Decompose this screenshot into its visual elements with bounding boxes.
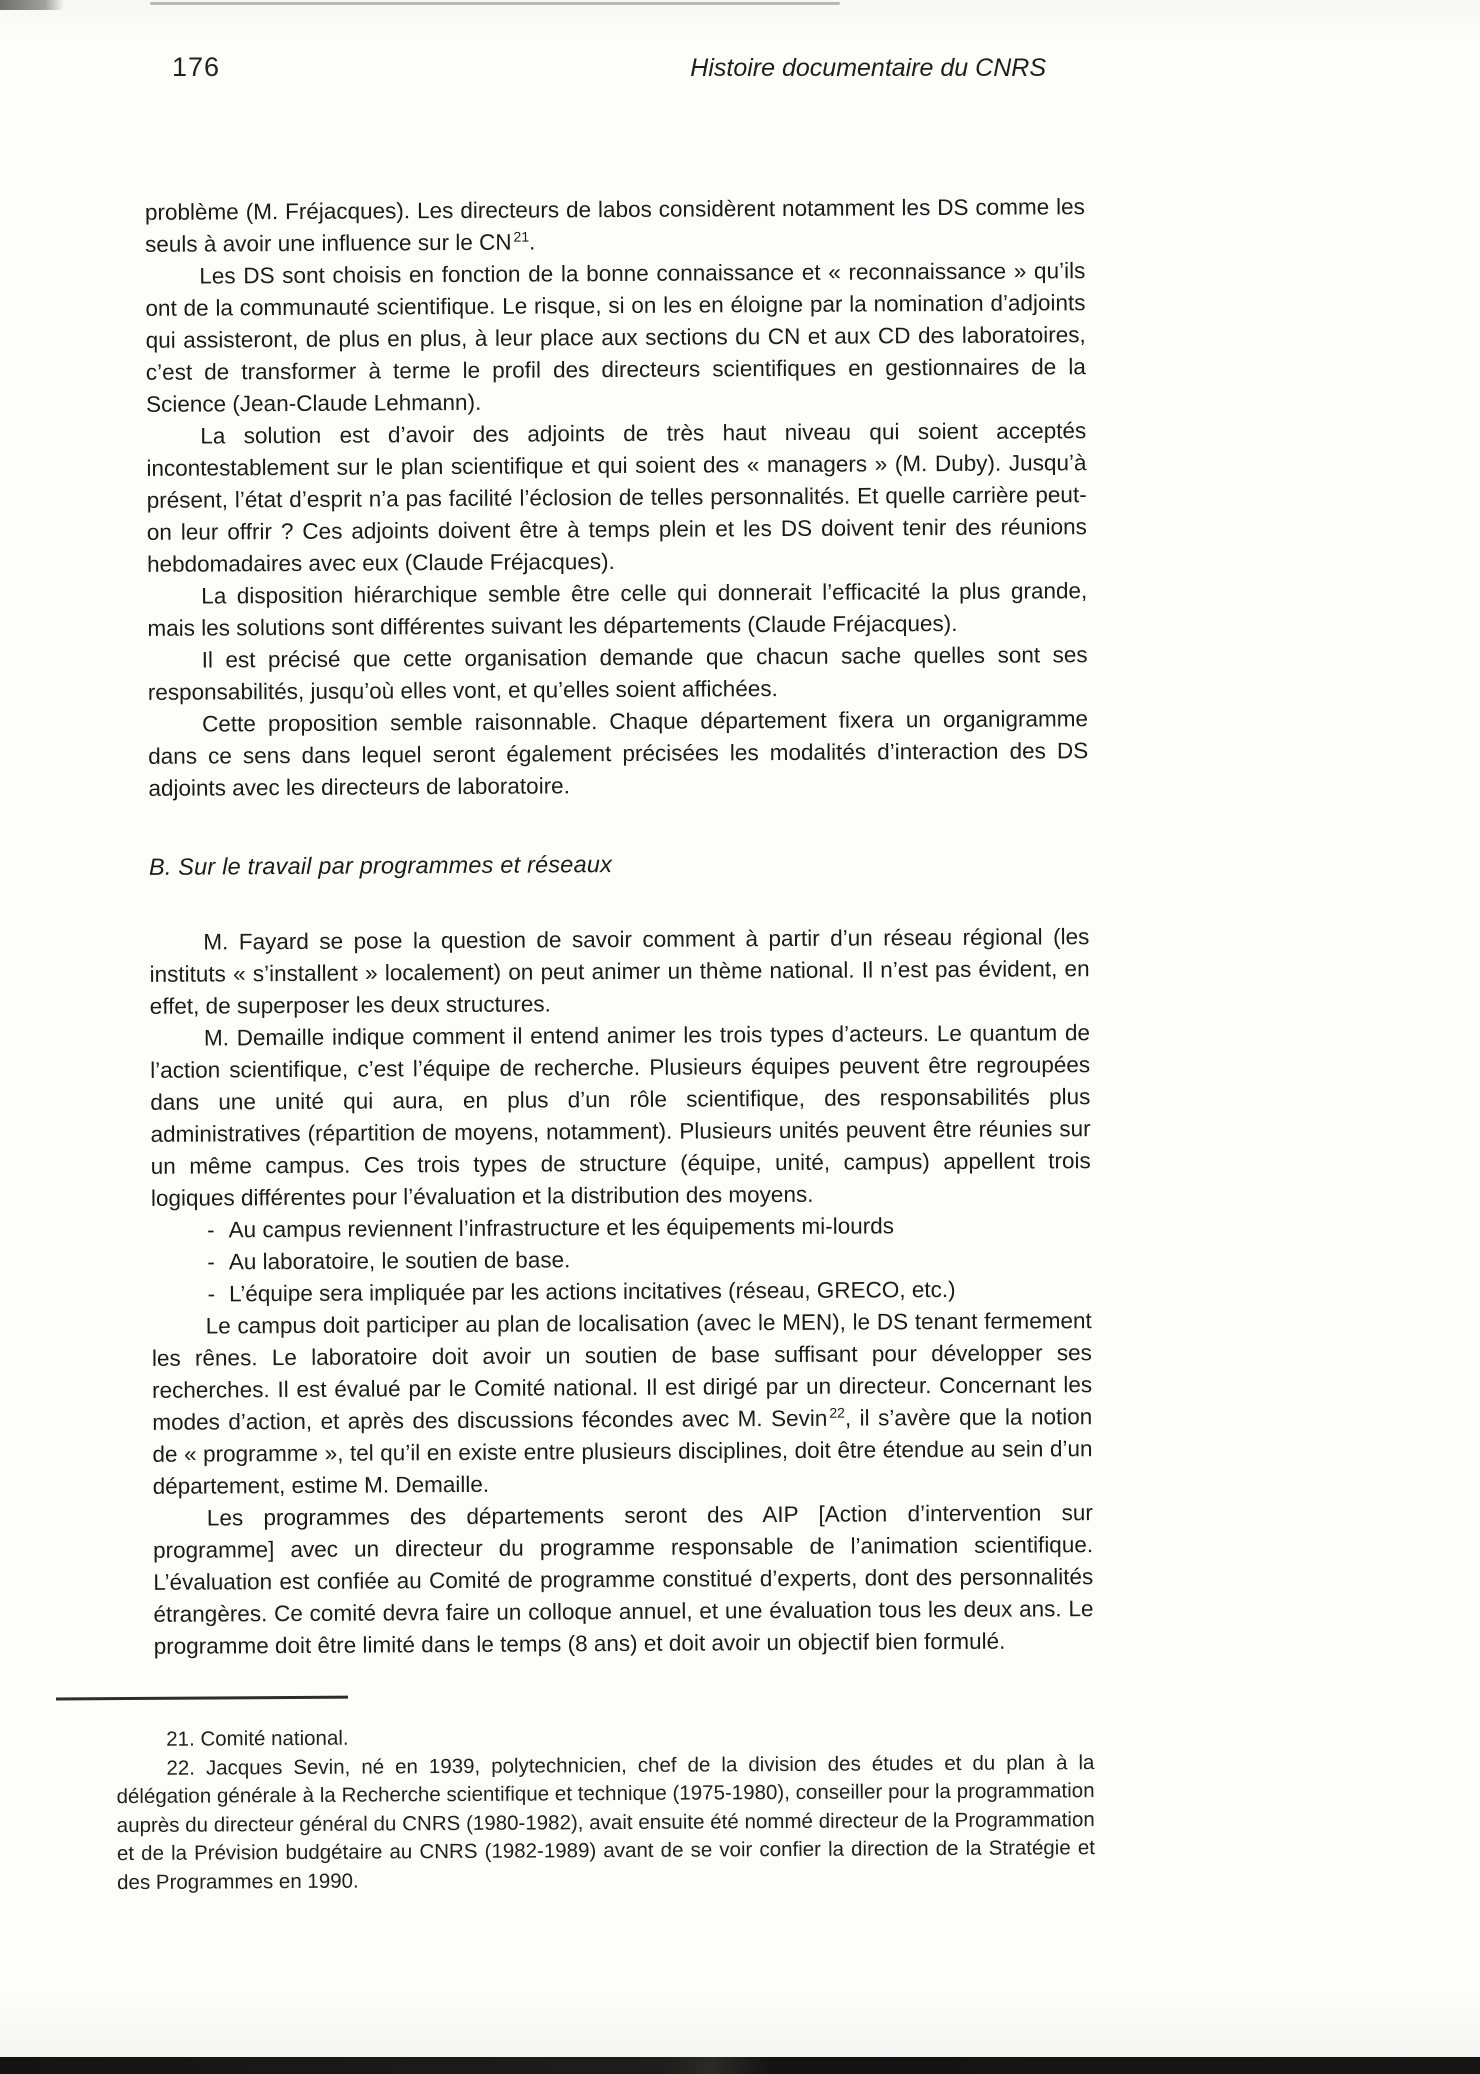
list-item-text: Au laboratoire, le soutien de base.: [228, 1247, 571, 1275]
footnote-22: [116, 1749, 1095, 1897]
body-paragraph: La disposition hiérarchique semble être celle qui donnerait l’efficacité la plus grande, mais les solutions sont différentes suivant les départements (Claude Fréjacques).: [147, 578, 1088, 641]
scan-edge-line: [150, 2, 840, 5]
body-paragraph: [152, 1305, 1093, 1503]
list-dash: -: [207, 1281, 216, 1307]
list-item-text: L’équipe sera impliquée par les actions incitatives (réseau, GRECO, etc.): [228, 1276, 956, 1307]
body-paragraph: Cette proposition semble raisonnable. Chaque département fixera un organigramme dans ce sens dans lequel seront également précisées les modalités d’interaction des DS adjoints avec les directeurs de laboratoire.: [148, 706, 1089, 801]
footnote-ref-22: 22: [829, 1404, 845, 1421]
list-item-text: Au campus reviennent l’infrastructure et les équipements mi-lourds: [228, 1213, 895, 1243]
scan-bottom-edge: [0, 2057, 1480, 2074]
footnote-text: Jacques Sevin, né en 1939, polytechnicien, chef de la division des études et du plan à la délégation générale à la Recherche scientifique et technique (1975-1980), conseiller pour la programmation auprès du directeur général du CNRS (1980-1982), avait ensuite été nommé directeur de la Programmation et de la Prévision budgétaire au CNRS (1982-1989) avant de se voir confier la direction de la Stratégie et des Programmes en 1990.: [116, 1750, 1095, 1894]
scan-corner-smudge: [0, 0, 64, 10]
footnote-separator: [56, 1696, 348, 1701]
paragraph-text: .: [529, 229, 536, 255]
section-heading: B. Sur le travail par programmes et réseaux: [148, 851, 613, 880]
body-paragraph: M. Demaille indique comment il entend animer les trois types d’acteurs. Le quantum de l’action scientifique, c’est l’équipe de recherche. Plusieurs équipes peuvent être regroupées dans une unité qui aura, en plus d’un rôle scientifique, des responsabilités plus administratives (répartition de moyens, notamment). Plusieurs unités peuvent être réunies sur un même campus. Ces trois types de structure (équipe, unité, campus) appellent trois logiques différentes pour l’évaluation et la distribution des moyens.: [150, 1020, 1091, 1211]
footnote-number: 22.: [166, 1756, 195, 1780]
footnote-number: 21.: [166, 1727, 195, 1751]
body-paragraph: La solution est d’avoir des adjoints de très haut niveau qui soient acceptés incontestablement sur le plan scientifique et qui soient des « managers » (M. Duby). Jusqu’à présent, l’état d’esprit n’a pas facilité l’éclosion de telles personnalités. Et quelle carrière peut-on leur offrir ? Ces adjoints doivent être à temps plein et les DS doivent tenir des réunions hebdomadaires avec eux (Claude Fréjacques).: [146, 418, 1087, 577]
footnote-text: Comité national.: [200, 1726, 349, 1751]
body-paragraph: Les programmes des départements seront des AIP [Action d’intervention sur programme] avec un directeur du programme responsable de l’animation scientifique. L’évaluation est confiée au Comité de programme constitué d’experts, dont des personnalités étrangères. Ce comité devra faire un colloque annuel, et une évaluation tous les deux ans. Le programme doit être limité dans le temps (8 ans) et doit avoir un objectif bien formulé.: [153, 1500, 1094, 1659]
paragraph-text: problème (M. Fréjacques). Les directeurs de labos considèrent notamment les DS comme les seuls à avoir une influence sur le CN: [144, 194, 1085, 257]
page-number: 176: [172, 52, 221, 82]
page-body: [116, 191, 1095, 1897]
body-paragraph: [145, 191, 1085, 261]
list-dash: -: [207, 1217, 215, 1243]
body-paragraph: M. Fayard se pose la question de savoir comment à partir d’un réseau régional (les instituts « s’installent » localement) on peut animer un thème national. Il n’est pas évident, en effet, de superposer les deux structures.: [149, 924, 1090, 1019]
list-dash: -: [207, 1249, 215, 1275]
footnotes-section: [116, 1691, 1095, 1897]
footnote-ref-21: 21: [513, 228, 530, 245]
body-paragraph: Il est précisé que cette organisation demande que chacun sache quelles sont ses responsabilités, jusqu’où elles vont, et qu’elles soient affichées.: [147, 642, 1088, 705]
body-paragraph: Les DS sont choisis en fonction de la bonne connaissance et « reconnaissance » qu’ils ont de la communauté scientifique. Le risque, si on les en éloigne par la nomination d’adjoints qui assisteront, de plus en plus, à leur place aux sections du CN et aux CD des laboratoires, c’est de transformer à terme le profil des directeurs scientifiques en gestionnaires de la Science (Jean-Claude Lehmann).: [145, 258, 1086, 417]
running-title: Histoire documentaire du CNRS: [690, 54, 1046, 82]
paragraph-text: , il s’avère que la notion de « programme », tel qu’il en existe entre plusieurs disciplines, doit être étendue au sein d’un département, estime M. Demaille.: [152, 1404, 1093, 1499]
paragraph-text: Le campus doit participer au plan de localisation (avec le MEN), le DS tenant fermement les rênes. Le laboratoire doit avoir un soutien de base suffisant pour développer ses recherches. Il est évalué par le Comité national. Il est dirigé par un directeur. Concernant les modes d’action, et après des discussions fécondes avec M. Sevin: [151, 1308, 1093, 1435]
page-header: [172, 52, 1046, 83]
